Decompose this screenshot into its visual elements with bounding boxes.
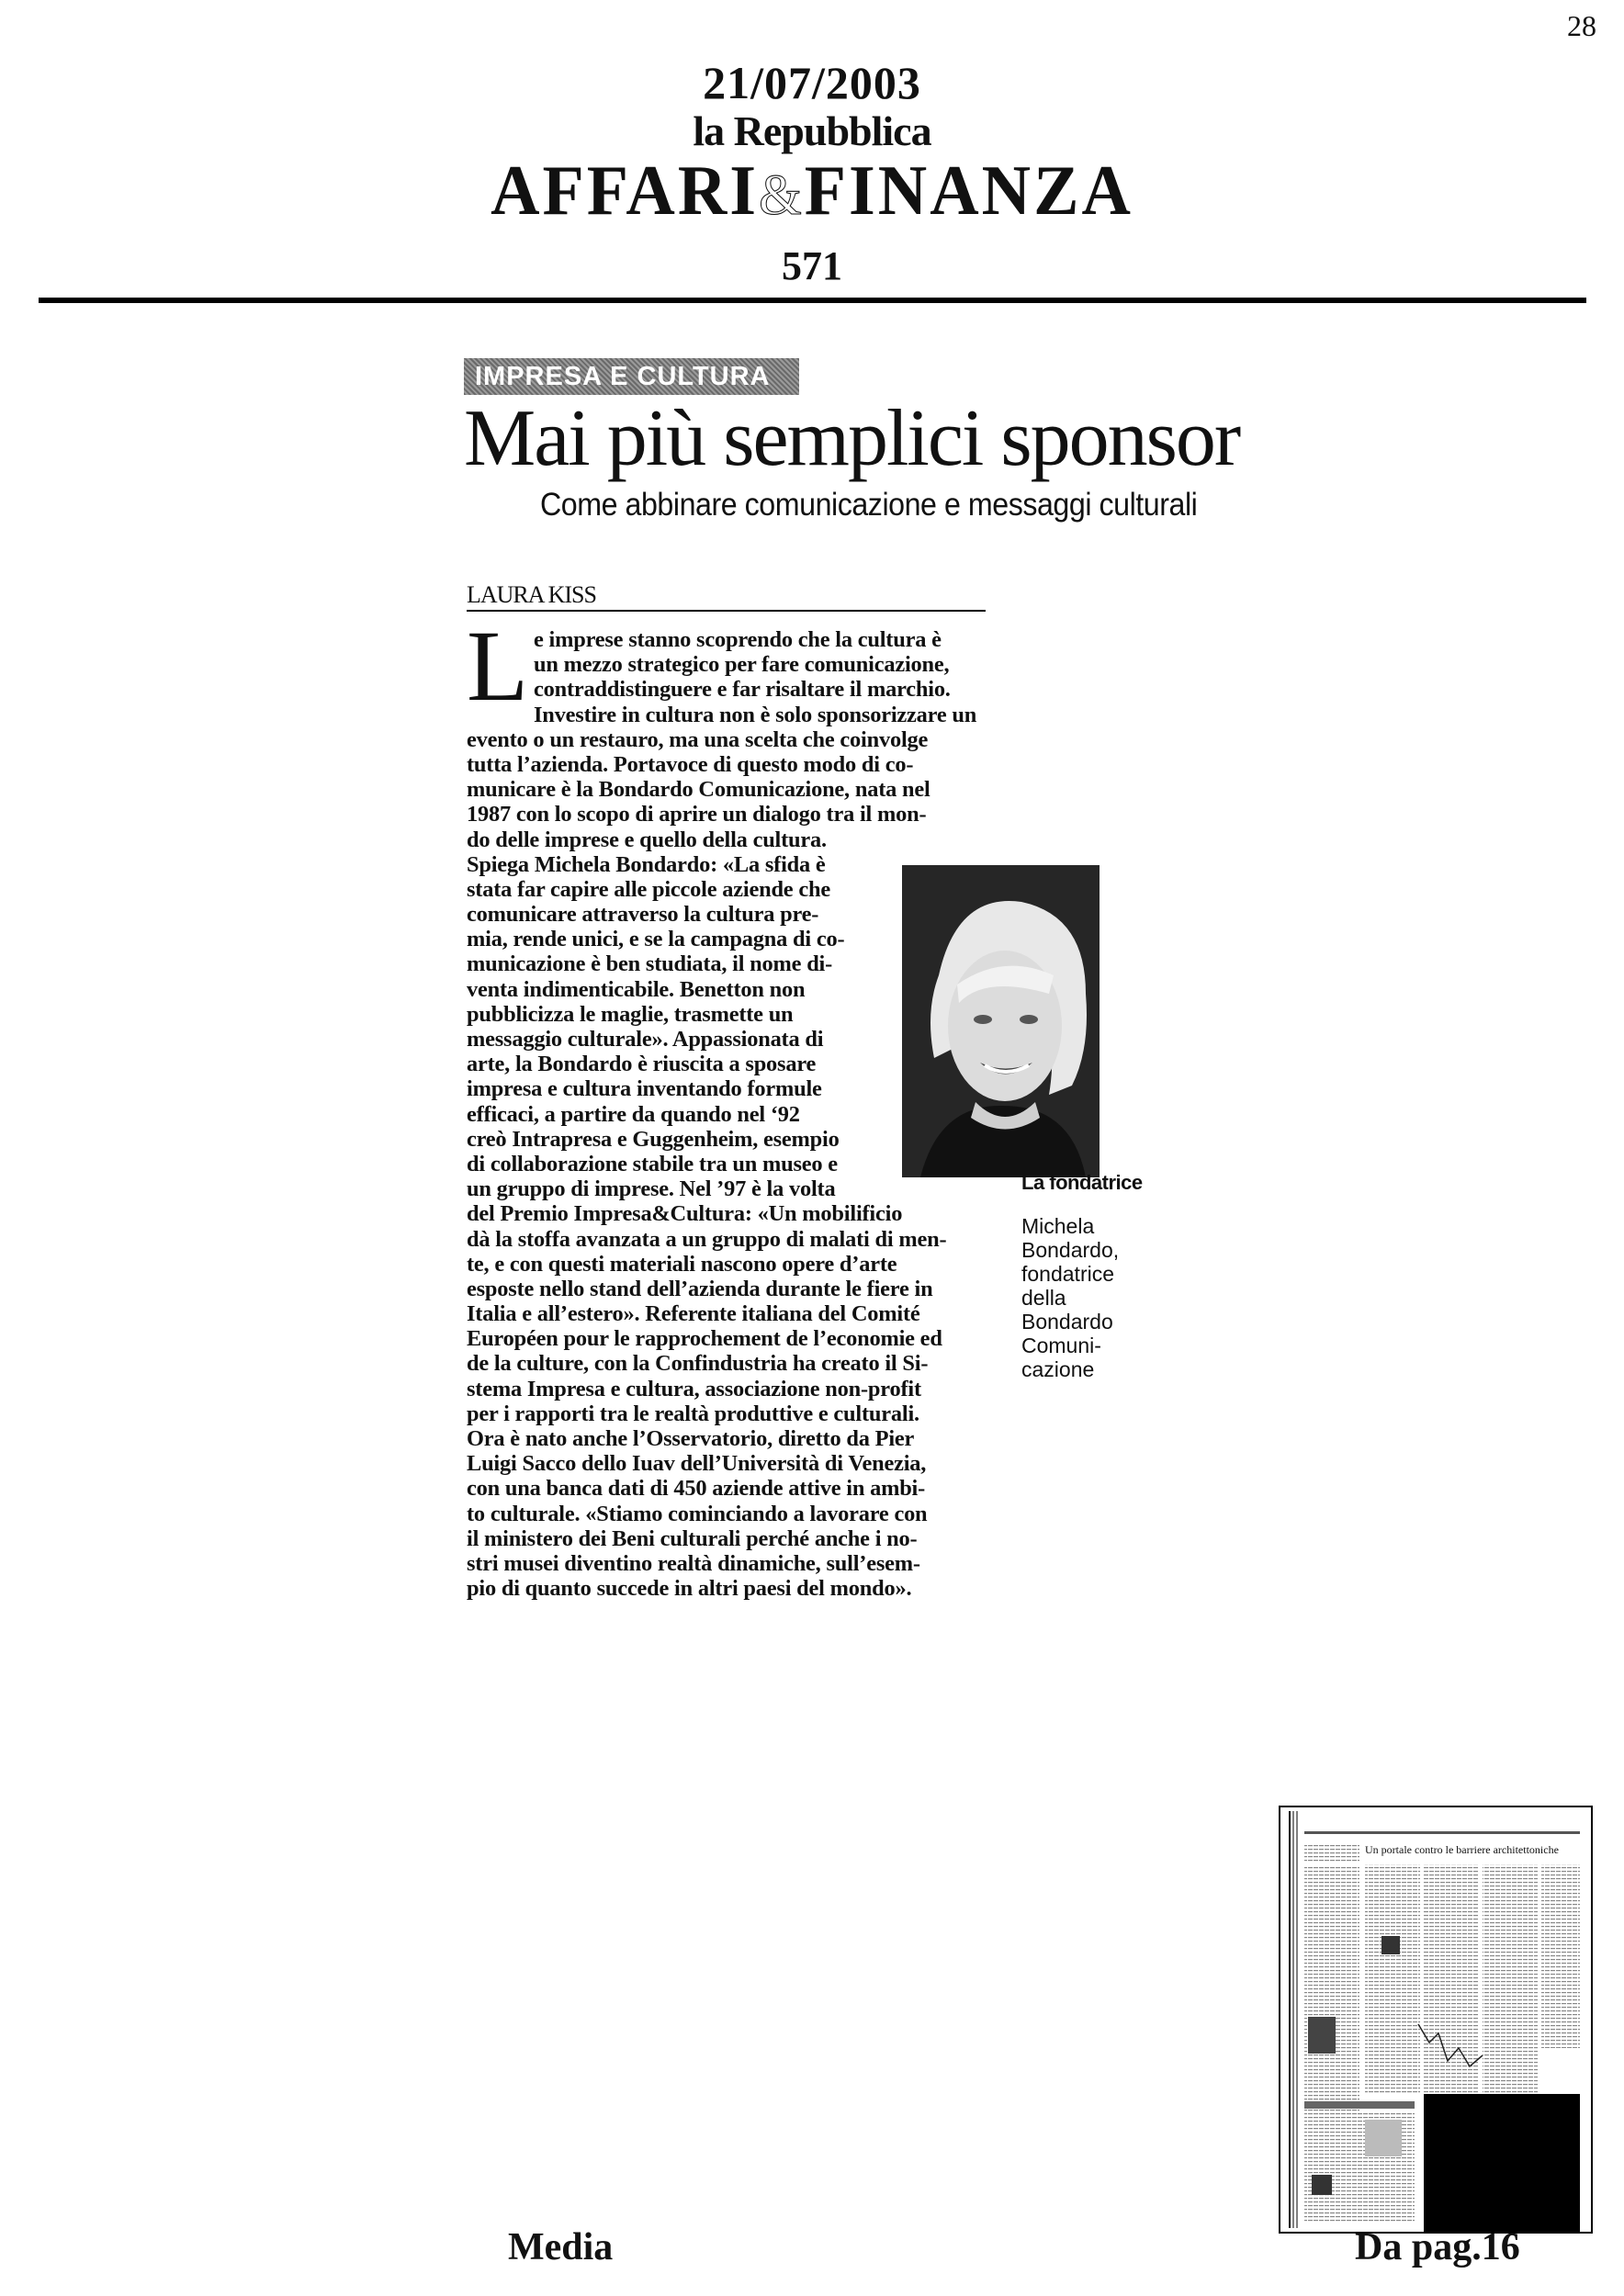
footer-page-ref: Da pag.16	[1355, 2226, 1520, 2268]
supplement-left: AFFARI	[491, 151, 760, 231]
body-line: Italia e all’estero». Referente italiana del Comité	[467, 1301, 920, 1327]
body-line: e imprese stanno scoprendo che la cultura è	[534, 627, 942, 652]
page-number: 28	[1567, 9, 1596, 42]
body-line: Ora è nato anche l’Osservatorio, diretto da Pier	[467, 1426, 915, 1451]
body-line: 1987 con lo scopo di aprire un dialogo tra il mon-	[467, 802, 927, 827]
drop-cap: L	[467, 610, 528, 722]
body-line: Européen pour le rapprochement de l’economie ed	[467, 1326, 942, 1352]
body-line: esposte nello stand dell’azienda durante le fiere in	[467, 1276, 933, 1301]
body-line: del Premio Impresa&Cultura: «Un mobilificio	[467, 1201, 903, 1227]
masthead-divider	[39, 298, 1586, 303]
body-line: per i rapporti tra le realtà produttive e culturali.	[467, 1401, 919, 1426]
article-byline: LAURA KISS	[467, 581, 596, 608]
body-line: stri musei diventino realtà dinamiche, sull’esem-	[467, 1550, 920, 1576]
body-line: impresa e cultura inventando formule	[467, 1076, 822, 1102]
body-line: comunicare attraverso la cultura pre-	[467, 902, 819, 928]
portrait-illustration	[902, 865, 1100, 1177]
body-line: Spiega Michela Bondardo: «La sfida è	[467, 851, 826, 877]
section-tag: IMPRESA E CULTURA	[464, 358, 799, 395]
body-line: un gruppo di imprese. Nel ’97 è la volta	[467, 1176, 836, 1202]
page-thumbnail-illustration	[1280, 1807, 1591, 2232]
body-line: creò Intrapresa e Guggenheim, esempio	[467, 1126, 840, 1152]
body-line: venta indimenticabile. Benetton non	[467, 976, 806, 1002]
body-line: municazione è ben studiata, il nome di-	[467, 951, 833, 977]
masthead-supplement	[0, 151, 1624, 235]
body-line: stata far capire alle piccole aziende che	[467, 876, 830, 902]
caption-text: Michela Bondardo, fondatrice della Bondardo Comuni-cazione	[1021, 1214, 1120, 1381]
body-line: mia, rende unici, e se la campagna di co-	[467, 927, 845, 952]
body-line: evento o un restauro, ma una scelta che coinvolge	[467, 726, 929, 752]
byline-divider	[467, 610, 986, 612]
body-line: messaggio culturale». Appassionata di	[467, 1027, 824, 1052]
footer-section-label: Media	[508, 2226, 614, 2268]
article-headline: Mai più semplici sponsor	[464, 394, 1240, 483]
body-line: te, e con questi materiali nascono opere d’arte	[467, 1251, 897, 1277]
body-line: pubblicizza le maglie, trasmette un	[467, 1001, 794, 1027]
caption-title: La fondatrice	[1021, 1171, 1143, 1194]
body-line: stema Impresa e cultura, associazione non-profit	[467, 1376, 921, 1401]
body-line: un mezzo strategico per fare comunicazione,	[534, 652, 950, 678]
body-line: dà la stoffa avanzata a un gruppo di malati di men-	[467, 1226, 947, 1252]
body-line: contraddistinguere e far risaltare il marchio.	[534, 677, 951, 703]
body-line: con una banca dati di 450 aziende attive in ambi-	[467, 1476, 926, 1502]
body-line: do delle imprese e quello della cultura.	[467, 827, 827, 852]
body-line: Luigi Sacco dello Iuav dell’Università di Venezia,	[467, 1451, 927, 1477]
body-line: arte, la Bondardo è riuscita a sposare	[467, 1052, 817, 1077]
page-thumbnail	[1279, 1806, 1593, 2234]
article-subheadline: Come abbinare comunicazione e messaggi culturali	[540, 487, 1198, 523]
masthead-date: 21/07/2003	[703, 57, 921, 108]
body-line: municare è la Bondardo Comunicazione, nata nel	[467, 777, 930, 803]
body-line: tutta l’azienda. Portavoce di questo modo di co-	[467, 751, 914, 777]
body-line: Investire in cultura non è solo sponsorizzare un	[534, 702, 977, 727]
body-line: di collaborazione stabile tra un museo e	[467, 1151, 838, 1176]
supplement-ampersand: &	[759, 163, 805, 227]
masthead	[0, 55, 1624, 294]
masthead-code: 571	[782, 243, 842, 288]
thumbnail-headline: Un portale contro le barriere architettoniche	[1365, 1843, 1559, 1856]
supplement-right: FINANZA	[804, 151, 1133, 231]
body-line: to culturale. «Stiamo cominciando a lavorare con	[467, 1501, 928, 1526]
body-line: efficaci, a partire da quando nel ‘92	[467, 1101, 800, 1127]
portrait-photo	[902, 865, 1100, 1177]
body-line: de la culture, con la Confindustria ha creato il Si-	[467, 1351, 929, 1377]
masthead-paper-name: la Repubblica	[693, 107, 931, 154]
body-line: il ministero dei Beni culturali perché anche i no-	[467, 1525, 918, 1551]
body-line: pio di quanto succede in altri paesi del mondo».	[467, 1576, 912, 1602]
